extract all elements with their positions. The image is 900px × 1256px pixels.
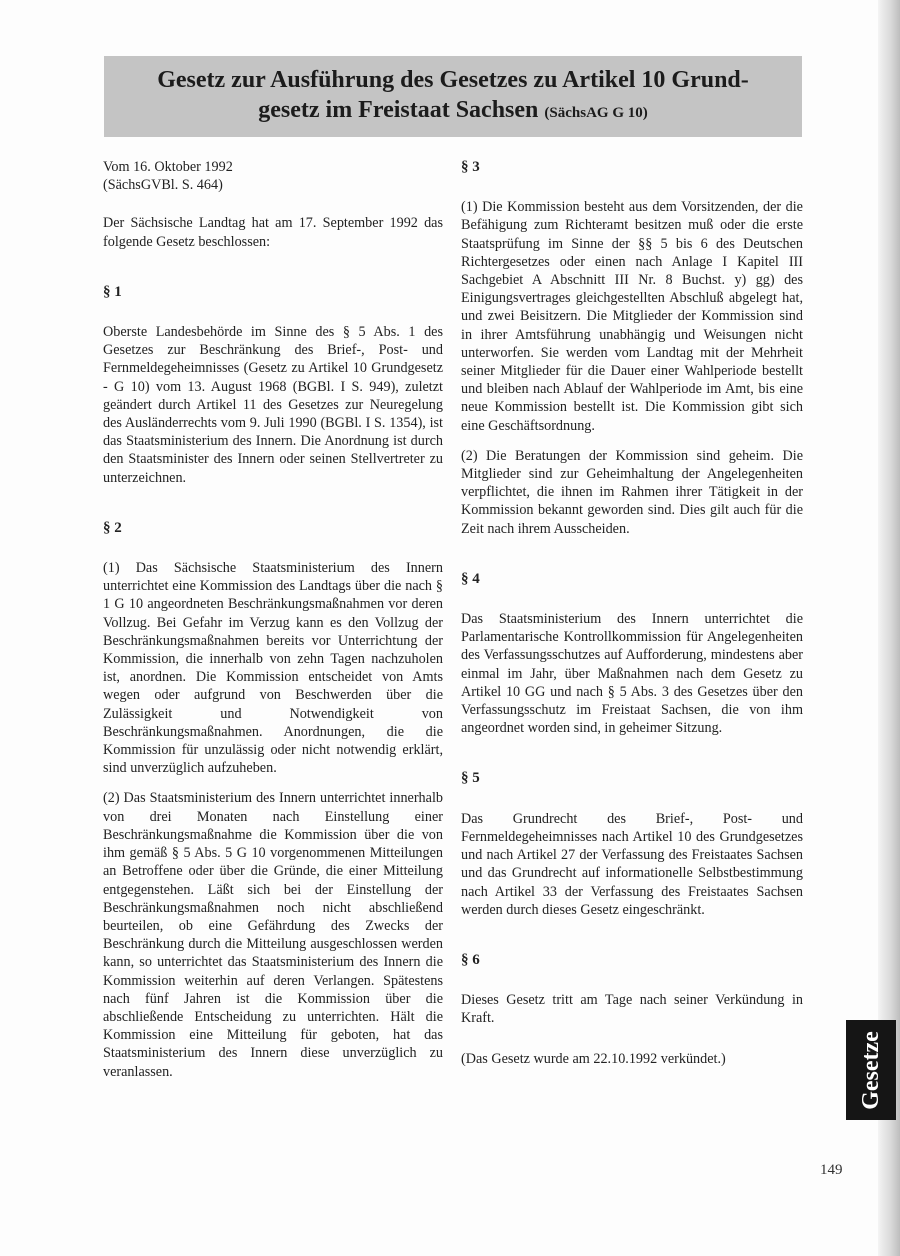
section-3-heading: § 3 [461, 159, 480, 175]
section-2-heading: § 2 [103, 519, 122, 536]
section-4-text: Das Staatsministerium des Innern unterrichtet die Parlamentarische Kontrollkommission für Angelegenheiten des Verfassungsschutzes auf Aufforderung, mindestens aber einmal im Jahr, über Maßnahmen nach dem Gesetz zu Artikel 10 GG und nach § 5 Abs. 3 des Gesetzes über den Verfassungsschutz im Freistaat Sachsen, die von ihm angeordnet worden sind, in geheimer Sitzung. [461, 611, 803, 737]
title-banner [104, 56, 802, 137]
section-1-text: Oberste Landesbehörde im Sinne des § 5 Abs. 1 des Gesetzes zur Beschränkung des Brief-, Post- und Fernmeldegeheimnisses (Gesetz zu Artikel 10 Grundgesetz - G 10) vom 13. August 1968 (BGBl. I S. 949), zuletzt geändert durch Artikel 11 des Gesetzes zur Neuregelung des Ausländerrechts vom 9. Juli 1990 (BGBl. I S. 1354), ist das Staatsministerium des Innern. Die Anordnung ist durch den Staatsminister des Innern oder seinen Stellvertreter zu unterzeichnen. [103, 324, 443, 486]
title-text: gesetz im Freistaat Sachsen [258, 97, 539, 123]
side-tab-label: Gesetze [857, 1030, 884, 1110]
publication-date: Vom 16. Oktober 1992 [103, 159, 233, 175]
right-column [461, 158, 803, 1080]
section-6-heading: § 6 [461, 951, 480, 968]
section-6-text: Dieses Gesetz tritt am Tage nach seiner Verkündung in Kraft. [461, 992, 803, 1027]
title-line-1: Gesetz zur Ausführung des Gesetzes zu Artikel 10 Grund- [157, 67, 749, 93]
section-2-paragraph-1: (1) Das Sächsische Staatsministerium des Innern unterrichtet eine Kommission des Landtags über die nach § 1 G 10 angeordneten Beschränkungsmaßnahmen vor deren Vollzug. Bei Gefahr im Verzug kann es den Vollzug der Beschränkungsmaßnahmen bereits vor Unterrichtung der Kommission, die innerhalb von zehn Tagen nachzuholen ist, anordnen. Die Kommission entscheidet von Amts wegen oder aufgrund von Beschwerden über die Zulässigkeit und Notwendigkeit von Beschränkungsmaßnahmen. Anordnungen, die die Kommission für unzulässig oder nicht notwendig erklärt, sind unverzüglich aufzuheben. [103, 560, 443, 777]
section-4-heading: § 4 [461, 570, 480, 587]
section-5-text: Das Grundrecht des Brief-, Post- und Fernmeldegeheimnisses nach Artikel 10 des Grundgesetzes und nach Artikel 27 der Verfassung des Freistaates Sachsen und das Grundrecht auf informationelle Selbstbestimmung nach Artikel 33 der Verfassung des Freistaates Sachsen werden durch dieses Gesetz eingeschränkt. [461, 810, 803, 918]
section-3-paragraph-2: (2) Die Beratungen der Kommission sind geheim. Die Mitglieder sind zur Geheimhaltung der Angelegenheiten verpflichtet, die ihnen im Rahmen ihrer Tätigkeit in der Kommission bekannt geworden sind. Dies gilt auch für die Zeit nach ihrem Ausscheiden. [461, 447, 803, 537]
promulgation-note: (Das Gesetz wurde am 22.10.1992 verkündet.) [461, 1050, 726, 1067]
section-1-heading: § 1 [103, 283, 122, 300]
section-5-heading: § 5 [461, 770, 480, 787]
left-column [103, 158, 443, 1093]
publication-source: (SächsGVBl. S. 464) [103, 177, 223, 194]
title-line-2 [104, 95, 802, 128]
title-abbreviation: (SächsAG G 10) [544, 105, 648, 121]
section-2-paragraph-2: (2) Das Staatsministerium des Innern unterrichtet innerhalb von drei Monaten nach Einstellung einer Beschränkungsmaßnahme die Kommission über die von ihm gemäß § 5 Abs. 5 G 10 vorgenommenen Mitteilungen an Betroffene oder über die Gründe, die einer Mitteilung entgegenstehen. Läßt sich bei der Einstellung der Beschränkungsmaßnahmen noch nicht abschließend beurteilen, ob eine Gefährdung des Zwecks der Beschränkung durch die Mitteilung ausgeschlossen werden kann, so unterrichtet das Staatsministerium des Innern die Kommission weiterhin auf deren Verlangen. Spätestens nach fünf Jahren ist die Kommission über die abschließende Entscheidung zu unterrichten. Hält die Kommission eine Mitteilung für geboten, hat das Staatsministerium des Innern diese unverzüglich zu veranlassen. [103, 790, 443, 1080]
preamble: Der Sächsische Landtag hat am 17. September 1992 das folgende Gesetz beschlossen: [103, 215, 443, 250]
side-tab-gesetze [846, 1020, 896, 1120]
page-number: 149 [820, 1162, 843, 1178]
section-3-paragraph-1: (1) Die Kommission besteht aus dem Vorsitzenden, der die Befähigung zum Richteramt besitzen muß oder die erste Staatsprüfung im Sinne der §§ 5 bis 6 des Deutschen Richtergesetzes oder einen nach Anlage I Kapitel III Sachgebiet A Abschnitt III Nr. 8 Buchst. y) gg) des Einigungsvertrages gleichgestellten Abschluß abgelegt hat, und zwei Beisitzern. Die Mitglieder der Kommission sind in ihrer Amtsführung unabhängig und Weisungen nicht unterworfen. Sie werden vom Landtag mit der Mehrheit seiner Mitglieder für die Dauer einer Wahlperiode bestellt und bleiben nach Ablauf der Wahlperiode im Amt, bis eine neue Kommission bestellt ist. Die Kommission gibt sich eine Geschäftsordnung. [461, 199, 803, 434]
